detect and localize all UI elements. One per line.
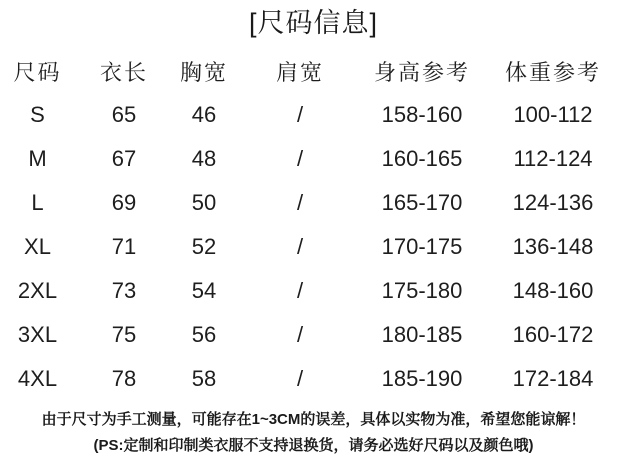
table-cell: 158-160 [381, 102, 463, 127]
size-info-panel [0, 7, 627, 469]
table-cell: 58 [191, 366, 217, 391]
table-cell: 136-148 [512, 234, 594, 259]
column-header-5: 身高参考 [373, 59, 470, 85]
column-header-6: 体重参考 [504, 59, 601, 85]
size-label: XL [24, 234, 51, 259]
table-cell: / [296, 366, 304, 391]
table-cell: 172-184 [512, 366, 594, 391]
size-label: 2XL [17, 278, 58, 303]
table-cell: / [296, 278, 304, 303]
size-label: 3XL [17, 322, 58, 347]
size-label: L [31, 190, 44, 215]
table-cell: 170-175 [381, 234, 463, 259]
table-cell: 71 [111, 234, 137, 259]
column-header-1: 尺码 [13, 59, 62, 85]
table-cell: 160-172 [512, 322, 594, 347]
table-cell: 73 [111, 278, 137, 303]
table-cell: / [296, 190, 304, 215]
table-cell: 50 [191, 190, 217, 215]
table-cell: 75 [111, 322, 137, 347]
column-header-4: 肩宽 [275, 59, 324, 85]
table-cell: 78 [111, 366, 137, 391]
table-cell: 148-160 [512, 278, 594, 303]
table-cell: 180-185 [381, 322, 463, 347]
table-cell: 56 [191, 322, 217, 347]
note-measurement-tolerance: 由于尺寸为手工测量，可能存在1~3CM的误差，具体以实物为准，希望您能谅解！ [41, 411, 586, 428]
page-title: [尺码信息] [248, 8, 378, 38]
table-cell: / [296, 234, 304, 259]
table-cell: 48 [191, 146, 217, 171]
notes-section [0, 407, 627, 459]
table-cell: / [296, 102, 304, 127]
table-cell: 65 [111, 102, 137, 127]
column-header-3: 胸宽 [179, 59, 228, 85]
table-cell: 52 [191, 234, 217, 259]
table-cell: 67 [111, 146, 137, 171]
table-cell: 124-136 [512, 190, 594, 215]
table-cell: 112-124 [513, 146, 593, 171]
size-table [0, 49, 627, 401]
table-cell: 54 [191, 278, 217, 303]
table-cell: 100-112 [513, 102, 593, 127]
table-cell: / [296, 146, 304, 171]
size-label: S [30, 102, 45, 127]
table-cell: 165-170 [381, 190, 463, 215]
size-label: M [28, 146, 47, 171]
table-cell: 160-165 [381, 146, 463, 171]
table-cell: / [296, 322, 304, 347]
table-cell: 69 [111, 190, 137, 215]
column-header-2: 衣长 [99, 59, 148, 85]
size-label: 4XL [17, 366, 58, 391]
table-cell: 185-190 [381, 366, 463, 391]
table-cell: 46 [191, 102, 217, 127]
note-return-policy: (PS:定制和印制类衣服不支持退换货，请务必选好尺码以及颜色哦) [93, 437, 534, 454]
table-cell: 175-180 [381, 278, 463, 303]
